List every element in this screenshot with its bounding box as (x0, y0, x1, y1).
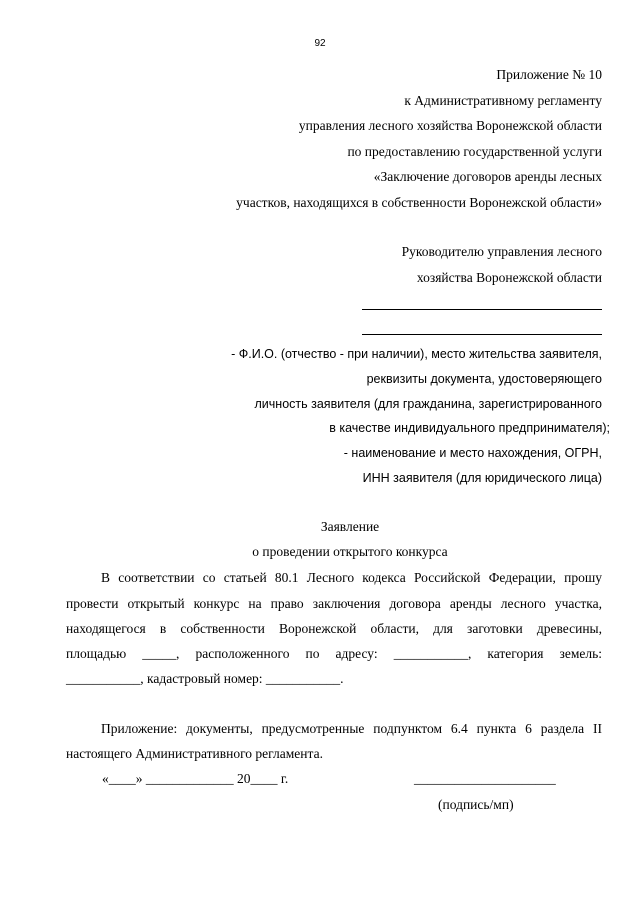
addressee-blank-line-2 (362, 334, 602, 335)
body-line-2: провести открытый конкурс на право заключения договора аренды лесного участка, (66, 596, 602, 611)
signature-line: _____________________ (414, 771, 556, 786)
appendix-line-2: к Административному регламенту (404, 93, 602, 108)
addressee-line-2: хозяйства Воронежской области (416, 270, 602, 285)
attachment-line-2: настоящего Административного регламента. (66, 746, 323, 761)
applicant-info-line-1: - Ф.И.О. (отчество - при наличии), место жительства заявителя, (231, 347, 602, 361)
date-line: «____» _____________ 20____ г. (102, 771, 289, 786)
appendix-line-3: управления лесного хозяйства Воронежской области (298, 118, 602, 133)
body-line-5: ___________, кадастровый номер: ___________. (66, 671, 344, 686)
signature-caption: (подпись/мп) (438, 797, 514, 812)
appendix-line-5: «Заключение договоров аренды лесных (373, 169, 602, 184)
applicant-info-line-2: реквизиты документа, удостоверяющего (366, 372, 602, 386)
body-line-4: площадью _____, расположенного по адресу: ___________, категория земель: (66, 646, 602, 661)
applicant-info-line-5: - наименование и место нахождения, ОГРН, (343, 446, 602, 460)
applicant-info-line-3: личность заявителя (для гражданина, зарегистрированного (254, 397, 602, 411)
applicant-info-line-4: в качестве индивидуального предпринимателя); (329, 421, 610, 435)
attachment-line-1: Приложение: документы, предусмотренные подпунктом 6.4 пункта 6 раздела II (101, 721, 602, 736)
addressee-blank-line-1 (362, 309, 602, 310)
document-subtitle: о проведении открытого конкурса (252, 544, 448, 559)
appendix-line-6: участков, находящихся в собственности Воронежской области» (236, 195, 602, 210)
body-line-3: находящегося в собственности Воронежской области, для заготовки древесины, (66, 621, 602, 636)
body-line-1: В соответствии со статьей 80.1 Лесного кодекса Российской Федерации, прошу (101, 570, 602, 585)
document-title: Заявление (320, 519, 380, 534)
addressee-line-1: Руководителю управления лесного (401, 244, 602, 259)
appendix-line-1: Приложение № 10 (496, 67, 602, 82)
appendix-line-4: по предоставлению государственной услуги (347, 144, 602, 159)
page-number: 92 (314, 38, 326, 49)
applicant-info-line-6: ИНН заявителя (для юридического лица) (362, 471, 602, 485)
